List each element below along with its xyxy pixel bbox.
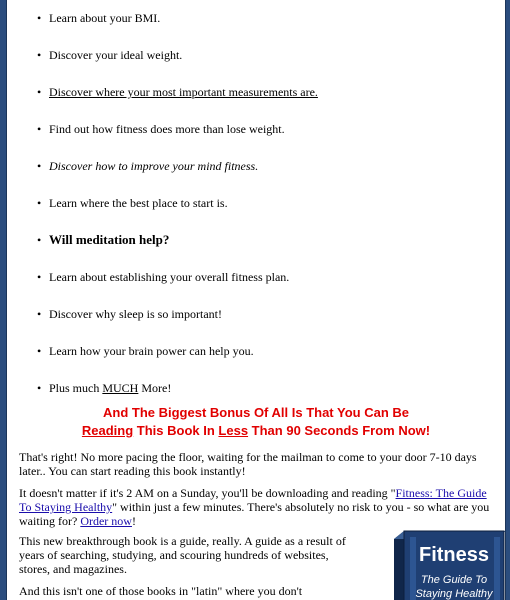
less-emphasis: Less <box>218 423 249 438</box>
bullet-icon: • <box>37 48 42 62</box>
list-item: • Learn where the best place to start is. <box>37 196 228 210</box>
benefits-list <box>37 10 487 417</box>
list-item: • Find out how fitness does more than lose weight. <box>37 122 285 136</box>
list-item: • Discover your ideal weight. <box>37 48 183 62</box>
bullet-icon: • <box>37 85 42 99</box>
list-item: • Plus much MUCH More! <box>37 381 172 395</box>
list-item: • Learn about establishing your overall fitness plan. <box>37 270 290 284</box>
bullet-icon: • <box>37 122 42 136</box>
reading-emphasis: Reading <box>81 423 134 438</box>
list-item: • Discover where your most important measurements are. <box>37 85 318 99</box>
bullet-icon: • <box>37 307 42 321</box>
instant-paragraph: That's right! No more pacing the floor, waiting for the mailman to come to your door 7-10 days later.. You can start reading this book instantly! <box>19 450 477 478</box>
list-item: • Will meditation help? <box>37 232 170 247</box>
bullet-icon: • <box>37 159 42 173</box>
much-emphasis: MUCH <box>102 381 139 395</box>
bullet-icon: • <box>37 344 42 358</box>
book-cover-image <box>390 527 506 600</box>
book-subtitle-1: The Guide To <box>420 574 488 586</box>
latin-paragraph: And this isn't one of those books in "latin" where you don't <box>19 584 303 598</box>
download-paragraph: It doesn't matter if it's 2 AM on a Sunday, you'll be downloading and reading "Fitness: The Guide To Staying Healthy" within just a few minutes. There's absolutely no risk to you - so what are you waiting for? Order now! <box>19 486 490 528</box>
list-item: • Discover why sleep is so important! <box>37 307 222 321</box>
book-title-link[interactable]: Fitness: The Guide To Staying Healthy <box>19 486 487 514</box>
bullet-icon: • <box>37 196 42 210</box>
bullet-icon: • <box>37 270 42 284</box>
bonus-headline: And The Biggest Bonus Of All Is That You Can Be Reading This Book In Less Than 90 Seconds From Now! <box>81 405 431 438</box>
book-subtitle-2: Staying Healthy <box>415 588 493 600</box>
page-content <box>6 0 506 600</box>
guide-paragraph: This new breakthrough book is a guide, really. A guide as a result of years of searching, studying, and scouring hundreds of websites, stores, and magazines. <box>19 534 346 576</box>
list-item: • Learn how your brain power can help you. <box>37 344 254 358</box>
bullet-icon: • <box>37 233 42 247</box>
book-title: Fitness <box>418 544 490 566</box>
order-now-link[interactable]: Order now <box>80 514 132 528</box>
bullet-icon: • <box>37 11 42 25</box>
list-item: • Discover how to improve your mind fitness. <box>37 159 259 173</box>
bullet-icon: • <box>37 381 42 395</box>
list-item: • Learn about your BMI. <box>37 11 161 25</box>
